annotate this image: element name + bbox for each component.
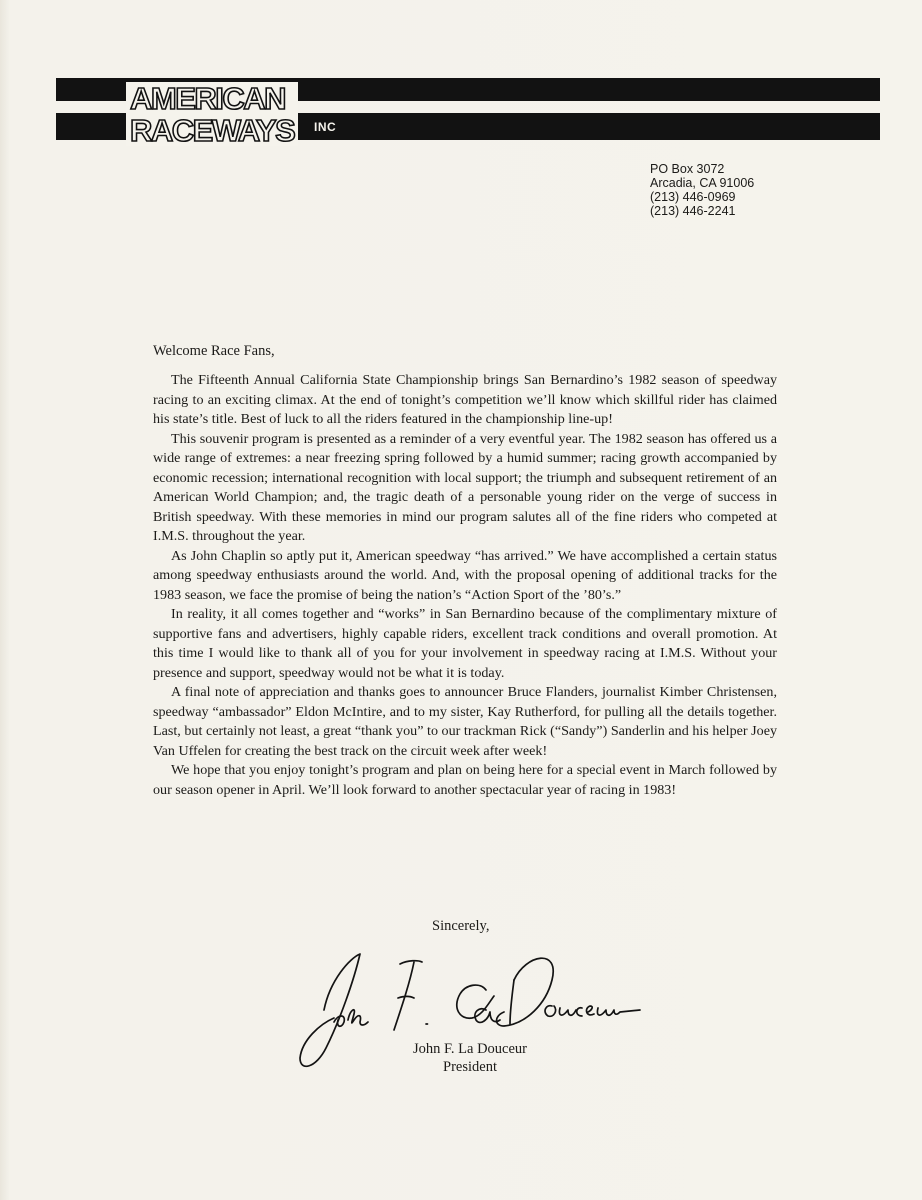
phone-number-2: (213) 446-2241 <box>650 204 736 218</box>
company-suffix: INC <box>314 120 337 134</box>
letter-closing: Sincerely, <box>432 918 490 934</box>
letterhead <box>56 76 880 146</box>
company-name-line1: AMERICAN <box>130 81 286 116</box>
letter-paragraph: A final note of appreciation and thanks goes to announcer Bruce Flanders, journalist Kimber Christensen, speedway “ambassador” Eldon McIntire, and to my sister, Kay Rutherford, for pulling all the details together. Last, but certainly not least, a great “thank you” to our trackman Rick (“Sandy”) Sanderlin and his helper Joey Van Uffelen for creating the best track on the circuit week after week! <box>153 684 777 759</box>
letter-paragraph: We hope that you enjoy tonight’s program and plan on being here for a special event in March followed by our season opener in April. We’ll look forward to another spectacular year of racing in 1983! <box>153 762 777 798</box>
company-name-line2: RACEWAYS <box>130 113 295 148</box>
address-city: Arcadia, CA 91006 <box>650 176 755 190</box>
signer-title: President <box>443 1059 497 1075</box>
company-logo <box>126 76 298 146</box>
phone-number-1: (213) 446-0969 <box>650 190 736 204</box>
address-block <box>650 162 754 218</box>
letter-paragraph: In reality, it all comes together and “works” in San Bernardino because of the complimentary mixture of supportive fans and advertisers, highly capable riders, excellent track conditions and overall promotion. At this time I would like to thank all of you for your involvement in speedway racing at I.M.S. Without your presence and support, speedway would not be what it is today. <box>153 606 777 681</box>
letter-body <box>153 371 777 800</box>
signer-name: John F. La Douceur <box>412 1041 527 1057</box>
signer-block <box>340 1040 600 1076</box>
address-po-box: PO Box 3072 <box>650 162 725 176</box>
letter-paragraph: This souvenir program is presented as a reminder of a very eventful year. The 1982 season has offered us a wide range of extremes: a near freezing spring followed by a humid summer; racing growth accompanied by economic recession; international recognition with local support; the triumph and subsequent retirement of an American World Champion; and, the tragic death of a personable young rider on the verge of success in British speedway. With these memories in mind our program salutes all of the fine riders who competed at I.M.S. throughout the year. <box>153 430 777 544</box>
letter-paragraph: The Fifteenth Annual California State Championship brings San Bernardino’s 1982 season of speedway racing to an exciting climax. At the end of tonight’s competition we’ll know which skillful rider has claimed his state’s title. Best of luck to all the riders featured in the championship line-up! <box>153 372 777 427</box>
letter-paragraph: As John Chaplin so aptly put it, American speedway “has arrived.” We have accomplished a certain status among speedway enthusiasts around the world. And, with the proposal opening of additional tracks for the 1983 season, we face the promise of being the nation’s “Action Sport of the ’80’s.” <box>153 547 777 603</box>
letter-greeting: Welcome Race Fans, <box>153 343 275 359</box>
